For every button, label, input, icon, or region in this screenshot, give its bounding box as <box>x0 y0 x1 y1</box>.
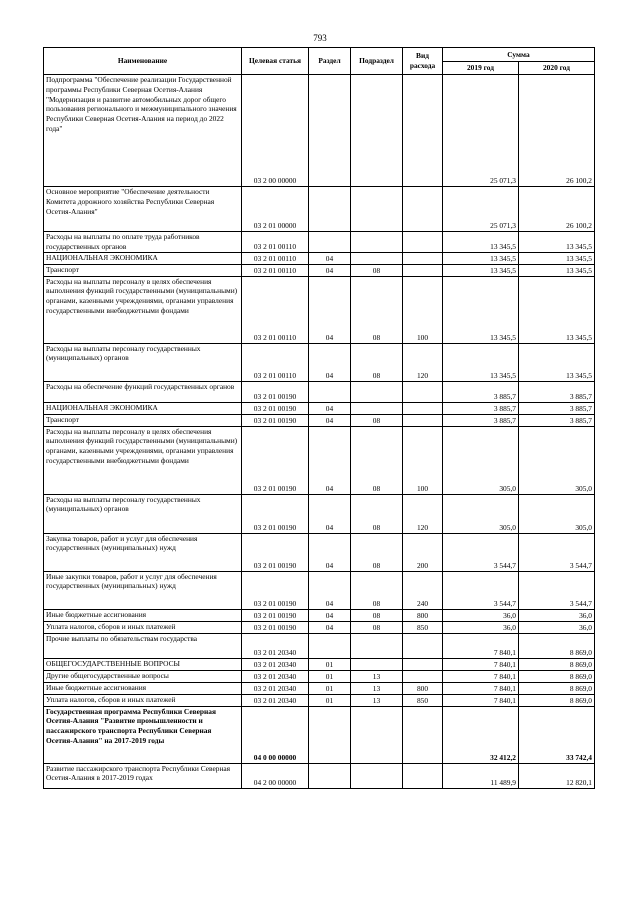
table-row <box>44 232 595 253</box>
cell-sum-2019: 305,0 <box>443 426 519 494</box>
cell-expense-type <box>403 402 443 414</box>
table-row <box>44 494 595 533</box>
table-row <box>44 533 595 571</box>
cell-row-name: Основное мероприятие "Обеспечение деятельности Комитета дорожного хозяйства Республики Северная Осетия-Алания" <box>44 187 242 232</box>
cell-section <box>309 633 351 658</box>
cell-target-article: 03 2 01 00110 <box>242 264 309 276</box>
cell-row-name: Транспорт <box>44 414 242 426</box>
cell-section: 01 <box>309 670 351 682</box>
table-body <box>44 75 595 789</box>
cell-subsection: 08 <box>351 571 403 609</box>
cell-subsection <box>351 706 403 763</box>
cell-expense-type <box>403 381 443 402</box>
cell-row-name: Уплата налогов, сборов и иных платежей <box>44 694 242 706</box>
cell-sum-2019: 305,0 <box>443 494 519 533</box>
cell-target-article: 03 2 01 00190 <box>242 571 309 609</box>
header-target-article: Целевая статья <box>242 48 309 75</box>
cell-sum-2020: 33 742,4 <box>519 706 595 763</box>
table-row <box>44 694 595 706</box>
cell-sum-2019: 13 345,5 <box>443 343 519 381</box>
cell-section: 04 <box>309 494 351 533</box>
cell-subsection <box>351 187 403 232</box>
cell-sum-2019: 36,0 <box>443 621 519 633</box>
cell-target-article: 03 2 01 00110 <box>242 276 309 343</box>
header-sum: Сумма <box>443 48 595 62</box>
cell-sum-2020: 26 100,2 <box>519 187 595 232</box>
cell-expense-type <box>403 658 443 670</box>
cell-subsection <box>351 75 403 187</box>
cell-target-article: 03 2 01 20340 <box>242 682 309 694</box>
cell-subsection: 13 <box>351 670 403 682</box>
cell-row-name: ОБЩЕГОСУДАРСТВЕННЫЕ ВОПРОСЫ <box>44 658 242 670</box>
cell-subsection: 08 <box>351 494 403 533</box>
cell-section <box>309 381 351 402</box>
table-row <box>44 621 595 633</box>
cell-target-article: 03 2 01 00190 <box>242 402 309 414</box>
cell-section: 04 <box>309 252 351 264</box>
cell-sum-2020: 13 345,5 <box>519 264 595 276</box>
cell-target-article: 03 2 01 00190 <box>242 533 309 571</box>
cell-expense-type: 100 <box>403 426 443 494</box>
cell-sum-2020: 8 869,0 <box>519 670 595 682</box>
header-year-2019: 2019 год <box>443 62 519 75</box>
cell-section: 04 <box>309 621 351 633</box>
cell-row-name: Расходы на выплаты персоналу государственных (муниципальных) органов <box>44 343 242 381</box>
table-row <box>44 609 595 621</box>
cell-sum-2020: 305,0 <box>519 426 595 494</box>
cell-target-article: 03 2 01 20340 <box>242 658 309 670</box>
cell-expense-type: 240 <box>403 571 443 609</box>
cell-row-name: Расходы на выплаты персоналу в целях обеспечения выполнения функций государственными (муниципальными) органами, казенными учреждениями, органами управления государственными внебюджетными фондами <box>44 276 242 343</box>
cell-expense-type <box>403 75 443 187</box>
cell-row-name: Другие общегосударственные вопросы <box>44 670 242 682</box>
cell-row-name: Государственная программа Республики Северная Осетия-Алания "Развитие промышленности и пассажирского транспорта Республики Северная Осетия-Алания" на 2017-2019 годы <box>44 706 242 763</box>
cell-expense-type <box>403 187 443 232</box>
cell-subsection: 08 <box>351 414 403 426</box>
cell-subsection <box>351 252 403 264</box>
cell-sum-2019: 7 840,1 <box>443 682 519 694</box>
cell-subsection: 08 <box>351 533 403 571</box>
cell-section: 04 <box>309 426 351 494</box>
cell-row-name: Прочие выплаты по обязательствам государства <box>44 633 242 658</box>
header-section: Раздел <box>309 48 351 75</box>
cell-sum-2019: 7 840,1 <box>443 670 519 682</box>
cell-sum-2019: 25 071,3 <box>443 187 519 232</box>
cell-section: 04 <box>309 264 351 276</box>
cell-subsection: 08 <box>351 264 403 276</box>
table-row <box>44 402 595 414</box>
cell-sum-2020: 8 869,0 <box>519 633 595 658</box>
cell-section <box>309 706 351 763</box>
cell-sum-2020: 13 345,5 <box>519 276 595 343</box>
cell-expense-type <box>403 670 443 682</box>
cell-row-name: НАЦИОНАЛЬНАЯ ЭКОНОМИКА <box>44 252 242 264</box>
cell-expense-type: 120 <box>403 494 443 533</box>
cell-target-article: 03 2 01 00190 <box>242 414 309 426</box>
cell-subsection <box>351 381 403 402</box>
cell-sum-2019: 7 840,1 <box>443 694 519 706</box>
cell-expense-type: 100 <box>403 276 443 343</box>
cell-sum-2019: 13 345,5 <box>443 264 519 276</box>
cell-row-name: Расходы на выплаты персоналу в целях обеспечения выполнения функций государственными (муниципальными) органами, казенными учреждениями, органами управления государственными внебюджетными фондами <box>44 426 242 494</box>
cell-sum-2020: 12 820,1 <box>519 763 595 788</box>
cell-sum-2020: 26 100,2 <box>519 75 595 187</box>
cell-sum-2019: 32 412,2 <box>443 706 519 763</box>
cell-target-article: 04 2 00 00000 <box>242 763 309 788</box>
cell-sum-2020: 8 869,0 <box>519 658 595 670</box>
cell-sum-2019: 13 345,5 <box>443 232 519 253</box>
page-number: 793 <box>313 33 327 43</box>
cell-sum-2020: 36,0 <box>519 621 595 633</box>
cell-section <box>309 232 351 253</box>
cell-section <box>309 75 351 187</box>
cell-section: 04 <box>309 276 351 343</box>
cell-sum-2020: 13 345,5 <box>519 232 595 253</box>
cell-section <box>309 187 351 232</box>
cell-subsection <box>351 633 403 658</box>
cell-expense-type: 120 <box>403 343 443 381</box>
table-row <box>44 763 595 788</box>
cell-sum-2020: 3 885,7 <box>519 402 595 414</box>
table-row <box>44 343 595 381</box>
cell-sum-2020: 3 885,7 <box>519 381 595 402</box>
cell-expense-type <box>403 252 443 264</box>
budget-table <box>43 47 595 789</box>
cell-section: 04 <box>309 414 351 426</box>
cell-target-article: 03 2 00 00000 <box>242 75 309 187</box>
table-row <box>44 381 595 402</box>
table-row <box>44 682 595 694</box>
table-row <box>44 658 595 670</box>
cell-target-article: 04 0 00 00000 <box>242 706 309 763</box>
cell-target-article: 03 2 01 00000 <box>242 187 309 232</box>
cell-section: 01 <box>309 694 351 706</box>
cell-row-name: Расходы на выплаты по оплате труда работников государственных органов <box>44 232 242 253</box>
cell-sum-2019: 3 885,7 <box>443 402 519 414</box>
cell-row-name: Иные бюджетные ассигнования <box>44 682 242 694</box>
cell-sum-2020: 8 869,0 <box>519 682 595 694</box>
cell-section: 04 <box>309 571 351 609</box>
cell-subsection <box>351 402 403 414</box>
cell-subsection: 08 <box>351 621 403 633</box>
cell-target-article: 03 2 01 00190 <box>242 426 309 494</box>
cell-target-article: 03 2 01 00110 <box>242 232 309 253</box>
cell-subsection <box>351 763 403 788</box>
cell-sum-2019: 3 544,7 <box>443 533 519 571</box>
cell-row-name: НАЦИОНАЛЬНАЯ ЭКОНОМИКА <box>44 402 242 414</box>
table-row <box>44 571 595 609</box>
cell-row-name: Расходы на выплаты персоналу государственных (муниципальных) органов <box>44 494 242 533</box>
cell-expense-type <box>403 264 443 276</box>
table-row <box>44 187 595 232</box>
table-row <box>44 414 595 426</box>
cell-sum-2019: 7 840,1 <box>443 658 519 670</box>
cell-section <box>309 763 351 788</box>
cell-sum-2019: 36,0 <box>443 609 519 621</box>
table-row <box>44 706 595 763</box>
cell-sum-2020: 36,0 <box>519 609 595 621</box>
cell-sum-2020: 305,0 <box>519 494 595 533</box>
cell-sum-2020: 3 544,7 <box>519 571 595 609</box>
cell-subsection <box>351 658 403 670</box>
cell-expense-type <box>403 763 443 788</box>
cell-expense-type <box>403 633 443 658</box>
table-row <box>44 426 595 494</box>
cell-target-article: 03 2 01 00110 <box>242 252 309 264</box>
cell-row-name: Расходы на обеспечение функций государственных органов <box>44 381 242 402</box>
cell-sum-2020: 8 869,0 <box>519 694 595 706</box>
cell-sum-2019: 11 489,9 <box>443 763 519 788</box>
cell-subsection: 08 <box>351 343 403 381</box>
header-year-2020: 2020 год <box>519 62 595 75</box>
cell-expense-type <box>403 706 443 763</box>
cell-subsection <box>351 232 403 253</box>
cell-target-article: 03 2 01 20340 <box>242 694 309 706</box>
cell-sum-2020: 13 345,5 <box>519 252 595 264</box>
cell-target-article: 03 2 01 00190 <box>242 609 309 621</box>
cell-section: 01 <box>309 682 351 694</box>
header-expense-type: Вид расхода <box>403 48 443 75</box>
table-row <box>44 670 595 682</box>
cell-sum-2019: 13 345,5 <box>443 276 519 343</box>
cell-row-name: Подпрограмма "Обеспечение реализации Государственной программы Республики Северная Осетия-Алания "Модернизация и развитие автомобильных дорог общего пользования регионального и межмуниципального значения Республики Северная Осетия-Алания на период до 2022 года" <box>44 75 242 187</box>
cell-target-article: 03 2 01 00190 <box>242 381 309 402</box>
cell-section: 04 <box>309 402 351 414</box>
table-row <box>44 276 595 343</box>
cell-row-name: Развитие пассажирского транспорта Республики Северная Осетия-Алания в 2017-2019 годах <box>44 763 242 788</box>
cell-section: 01 <box>309 658 351 670</box>
cell-target-article: 03 2 01 20340 <box>242 670 309 682</box>
cell-target-article: 03 2 01 00110 <box>242 343 309 381</box>
cell-sum-2020: 3 544,7 <box>519 533 595 571</box>
table-row <box>44 252 595 264</box>
cell-subsection: 08 <box>351 609 403 621</box>
cell-subsection: 08 <box>351 276 403 343</box>
cell-row-name: Иные закупки товаров, работ и услуг для обеспечения государственных (муниципальных) нужд <box>44 571 242 609</box>
cell-sum-2019: 3 544,7 <box>443 571 519 609</box>
cell-row-name: Уплата налогов, сборов и иных платежей <box>44 621 242 633</box>
cell-sum-2020: 3 885,7 <box>519 414 595 426</box>
cell-subsection: 13 <box>351 682 403 694</box>
cell-section: 04 <box>309 533 351 571</box>
cell-subsection: 13 <box>351 694 403 706</box>
table-row <box>44 75 595 187</box>
cell-target-article: 03 2 01 20340 <box>242 633 309 658</box>
cell-expense-type: 850 <box>403 694 443 706</box>
cell-expense-type <box>403 232 443 253</box>
cell-sum-2019: 3 885,7 <box>443 414 519 426</box>
cell-sum-2019: 25 071,3 <box>443 75 519 187</box>
cell-subsection: 08 <box>351 426 403 494</box>
cell-expense-type <box>403 414 443 426</box>
cell-expense-type: 850 <box>403 621 443 633</box>
cell-expense-type: 800 <box>403 609 443 621</box>
cell-section: 04 <box>309 609 351 621</box>
cell-section: 04 <box>309 343 351 381</box>
header-subsection: Подраздел <box>351 48 403 75</box>
cell-target-article: 03 2 01 00190 <box>242 494 309 533</box>
cell-sum-2019: 3 885,7 <box>443 381 519 402</box>
cell-sum-2019: 13 345,5 <box>443 252 519 264</box>
cell-expense-type: 200 <box>403 533 443 571</box>
cell-sum-2020: 13 345,5 <box>519 343 595 381</box>
cell-sum-2019: 7 840,1 <box>443 633 519 658</box>
header-name: Наименование <box>44 48 242 75</box>
table-row <box>44 264 595 276</box>
cell-expense-type: 800 <box>403 682 443 694</box>
cell-target-article: 03 2 01 00190 <box>242 621 309 633</box>
cell-row-name: Иные бюджетные ассигнования <box>44 609 242 621</box>
cell-row-name: Закупка товаров, работ и услуг для обеспечения государственных (муниципальных) нужд <box>44 533 242 571</box>
cell-row-name: Транспорт <box>44 264 242 276</box>
table-row <box>44 633 595 658</box>
